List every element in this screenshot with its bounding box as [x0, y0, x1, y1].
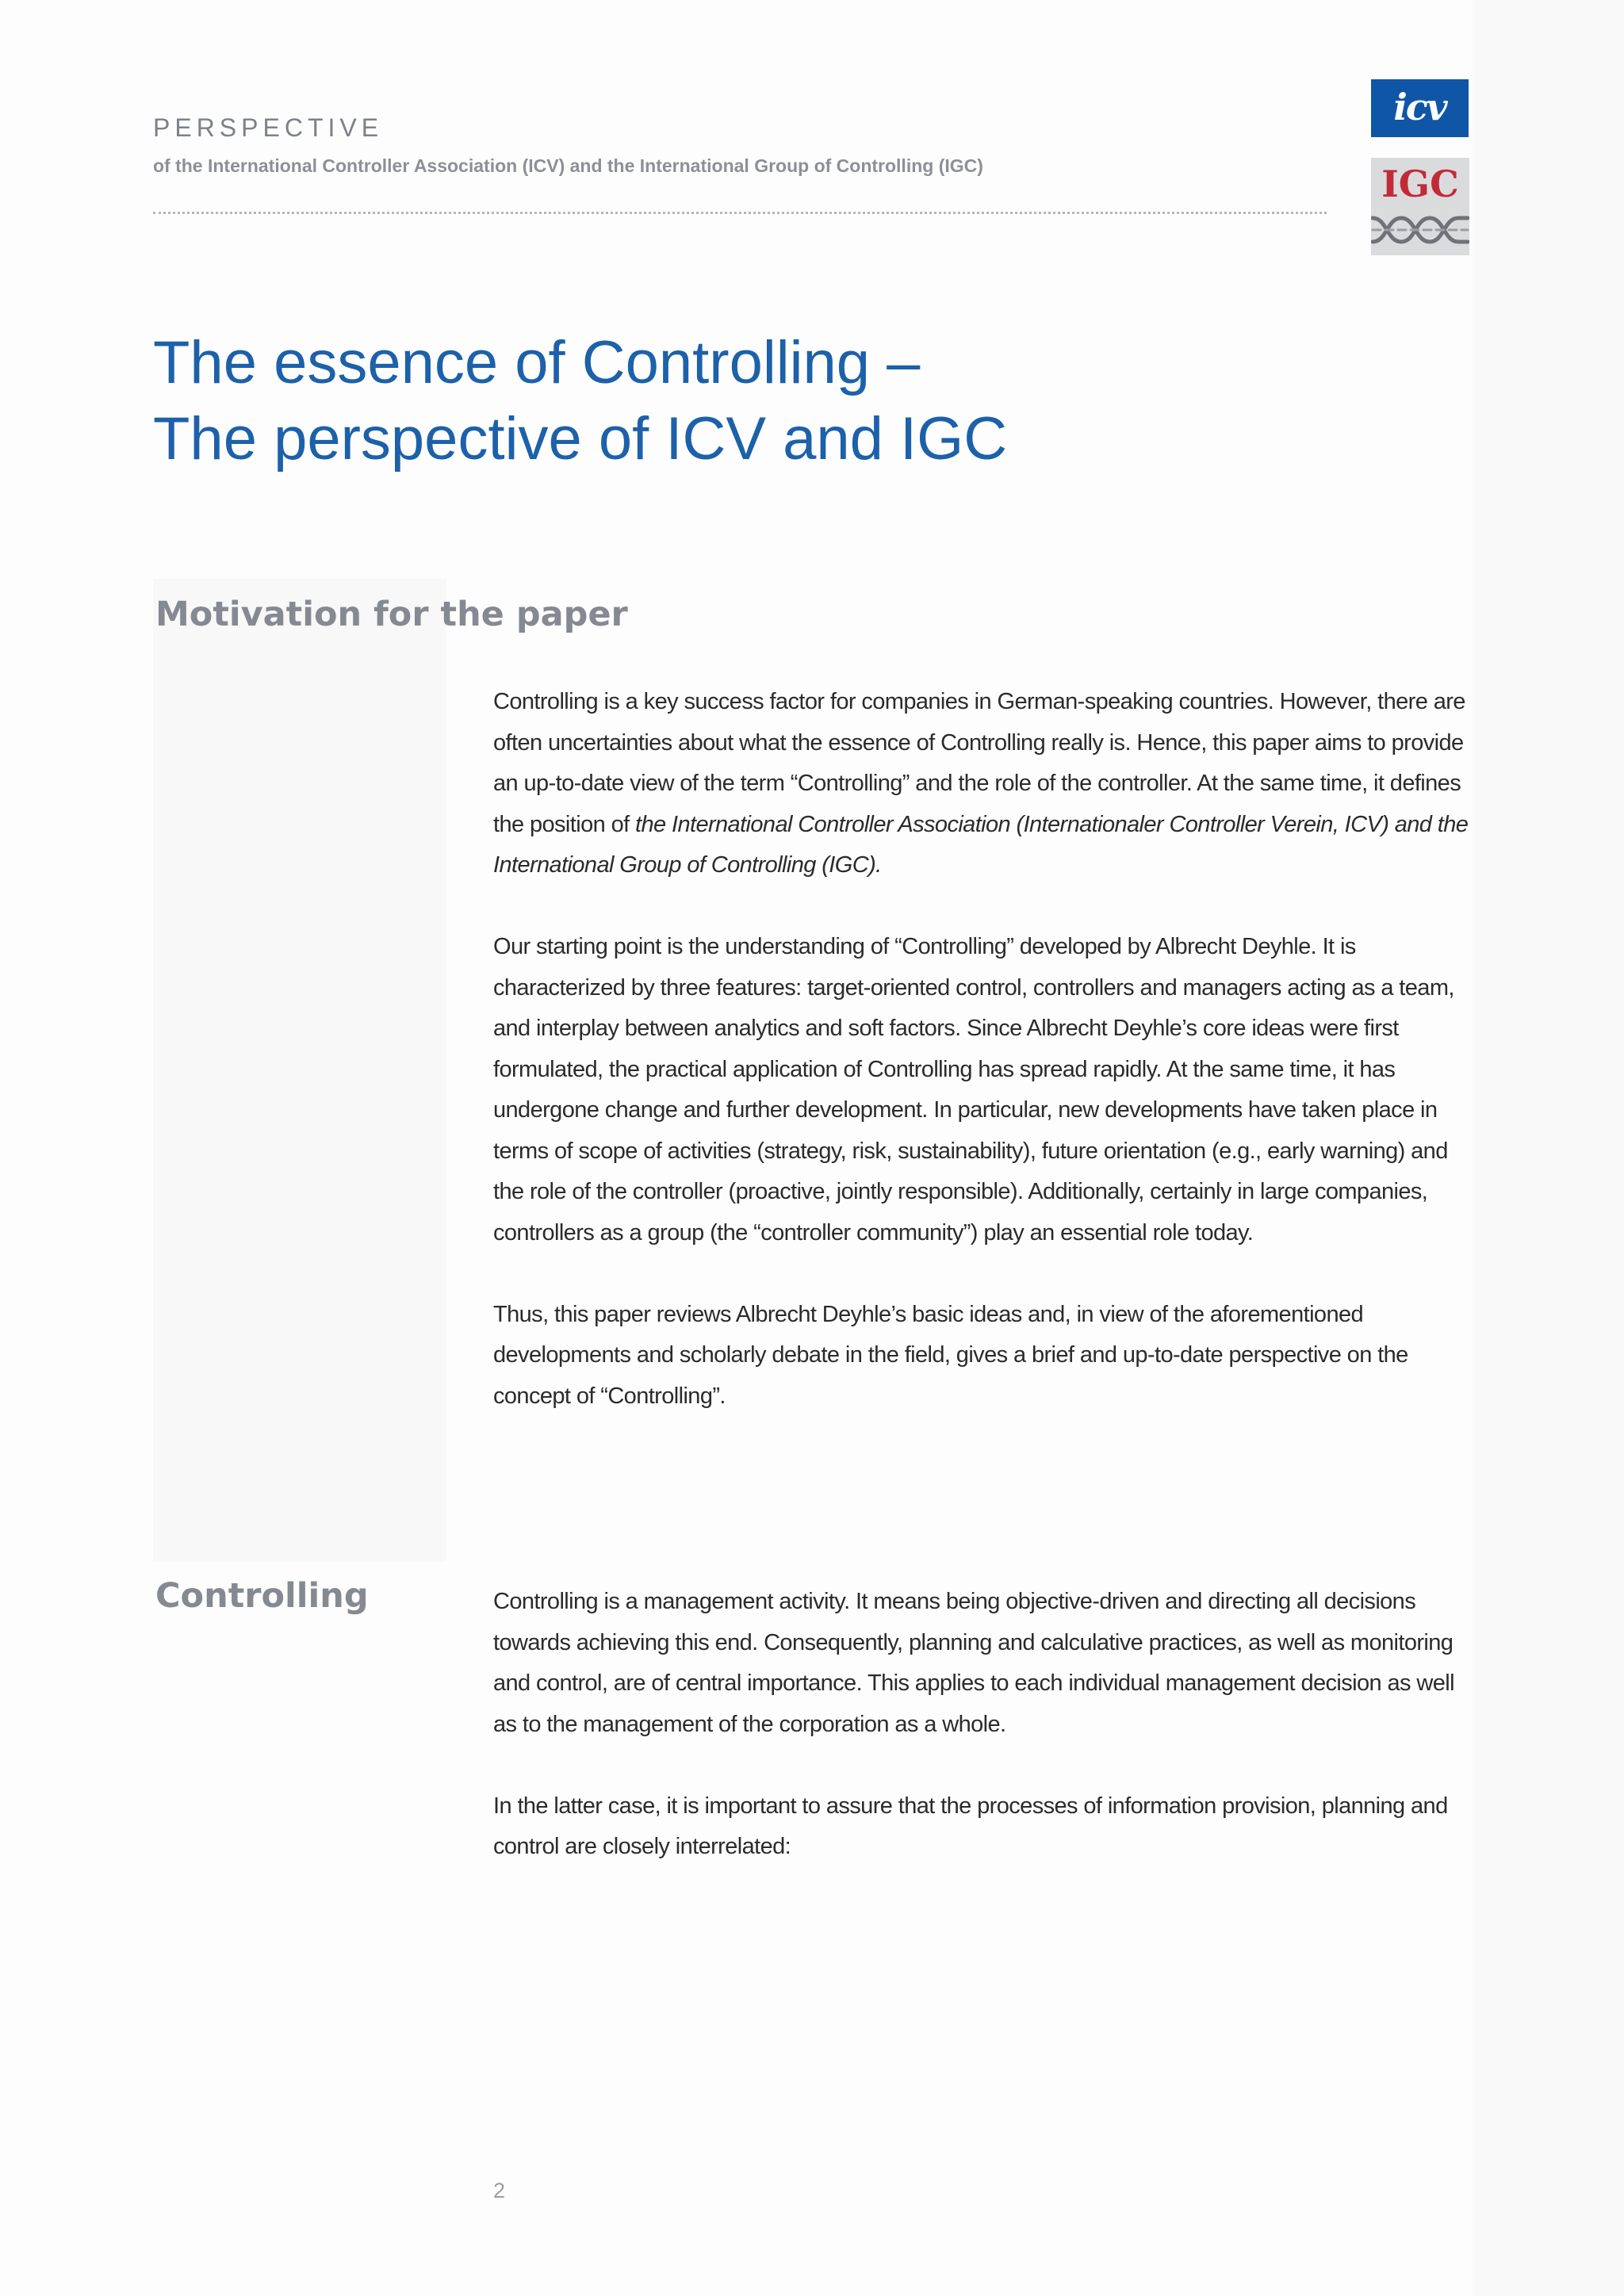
controlling-paragraph-1: Controlling is a management activity. It means being objective-driven and directing all decisions towards achieving this end. Consequently, planning and calculative practices, as well as monitoring and control, are of central importance. This applies to each individual management decision as well as to the management of the corporation as a whole.: [493, 1589, 1454, 1737]
header-subtitle: of the International Controller Association (ICV) and the International Group of Controlling (IGC): [153, 155, 983, 176]
page-title: [153, 325, 1007, 477]
icv-logo-text: icv: [1393, 86, 1446, 128]
controlling-heading: Controlling: [155, 1576, 369, 1616]
motivation-p1-text: Controlling is a key success factor for companies in German-speaking countries. However, there are often uncertainties about what the essence of Controlling really is. Hence, this paper aims to provide an up-to-date view of the term “Controlling” and the role of the controller. At the same time, it defines the position of: [493, 689, 1465, 837]
page-number: 2: [493, 2179, 506, 2202]
motivation-paragraph-3: Thus, this paper reviews Albrecht Deyhle’s basic ideas and, in view of the aforementioned developments and scholarly debate in the field, gives a brief and up-to-date perspective on the concept of “Controlling”.: [493, 1301, 1408, 1409]
igc-logo: [1371, 158, 1469, 255]
motivation-paragraph-1: [493, 682, 1477, 886]
left-column-panel: [153, 579, 446, 1562]
header-label: PERSPECTIVE: [153, 113, 384, 142]
title-line-1: The essence of Controlling –: [153, 329, 921, 396]
controlling-paragraph-2: In the latter case, it is important to assure that the processes of information provision, planning and control are closely interrelated:: [493, 1793, 1448, 1859]
motivation-heading: Motivation for the paper: [155, 595, 628, 634]
title-line-2: The perspective of ICV and IGC: [153, 405, 1008, 473]
controlling-body: [493, 1582, 1477, 1908]
right-margin-panel: [1473, 0, 1624, 2296]
rope-icon: [1371, 210, 1469, 250]
motivation-p1-italic: the International Controller Association (Internationaler Controller Verein, ICV) and the International Group of Controlling (IGC).: [493, 811, 1469, 878]
icv-logo: [1371, 79, 1469, 137]
motivation-paragraph-2: Our starting point is the understanding of “Controlling” developed by Albrecht Deyhle. It is characterized by three features: target-oriented control, controllers and managers acting as a team, and interplay between analytics and soft factors. Since Albrecht Deyhle’s core ideas were first formulated, the practical application of Controlling has spread rapidly. At the same time, it has undergone change and further development. In particular, new developments have taken place in terms of scope of activities (strategy, risk, sustainability), future orientation (e.g., early warning) and the role of the controller (proactive, jointly responsible). Additionally, certainly in large companies, controllers as a group (the “controller community”) play an essential role today.: [493, 934, 1454, 1246]
igc-logo-text: IGC: [1381, 163, 1459, 205]
motivation-body: [493, 682, 1477, 1458]
dotted-divider: [153, 212, 1327, 214]
